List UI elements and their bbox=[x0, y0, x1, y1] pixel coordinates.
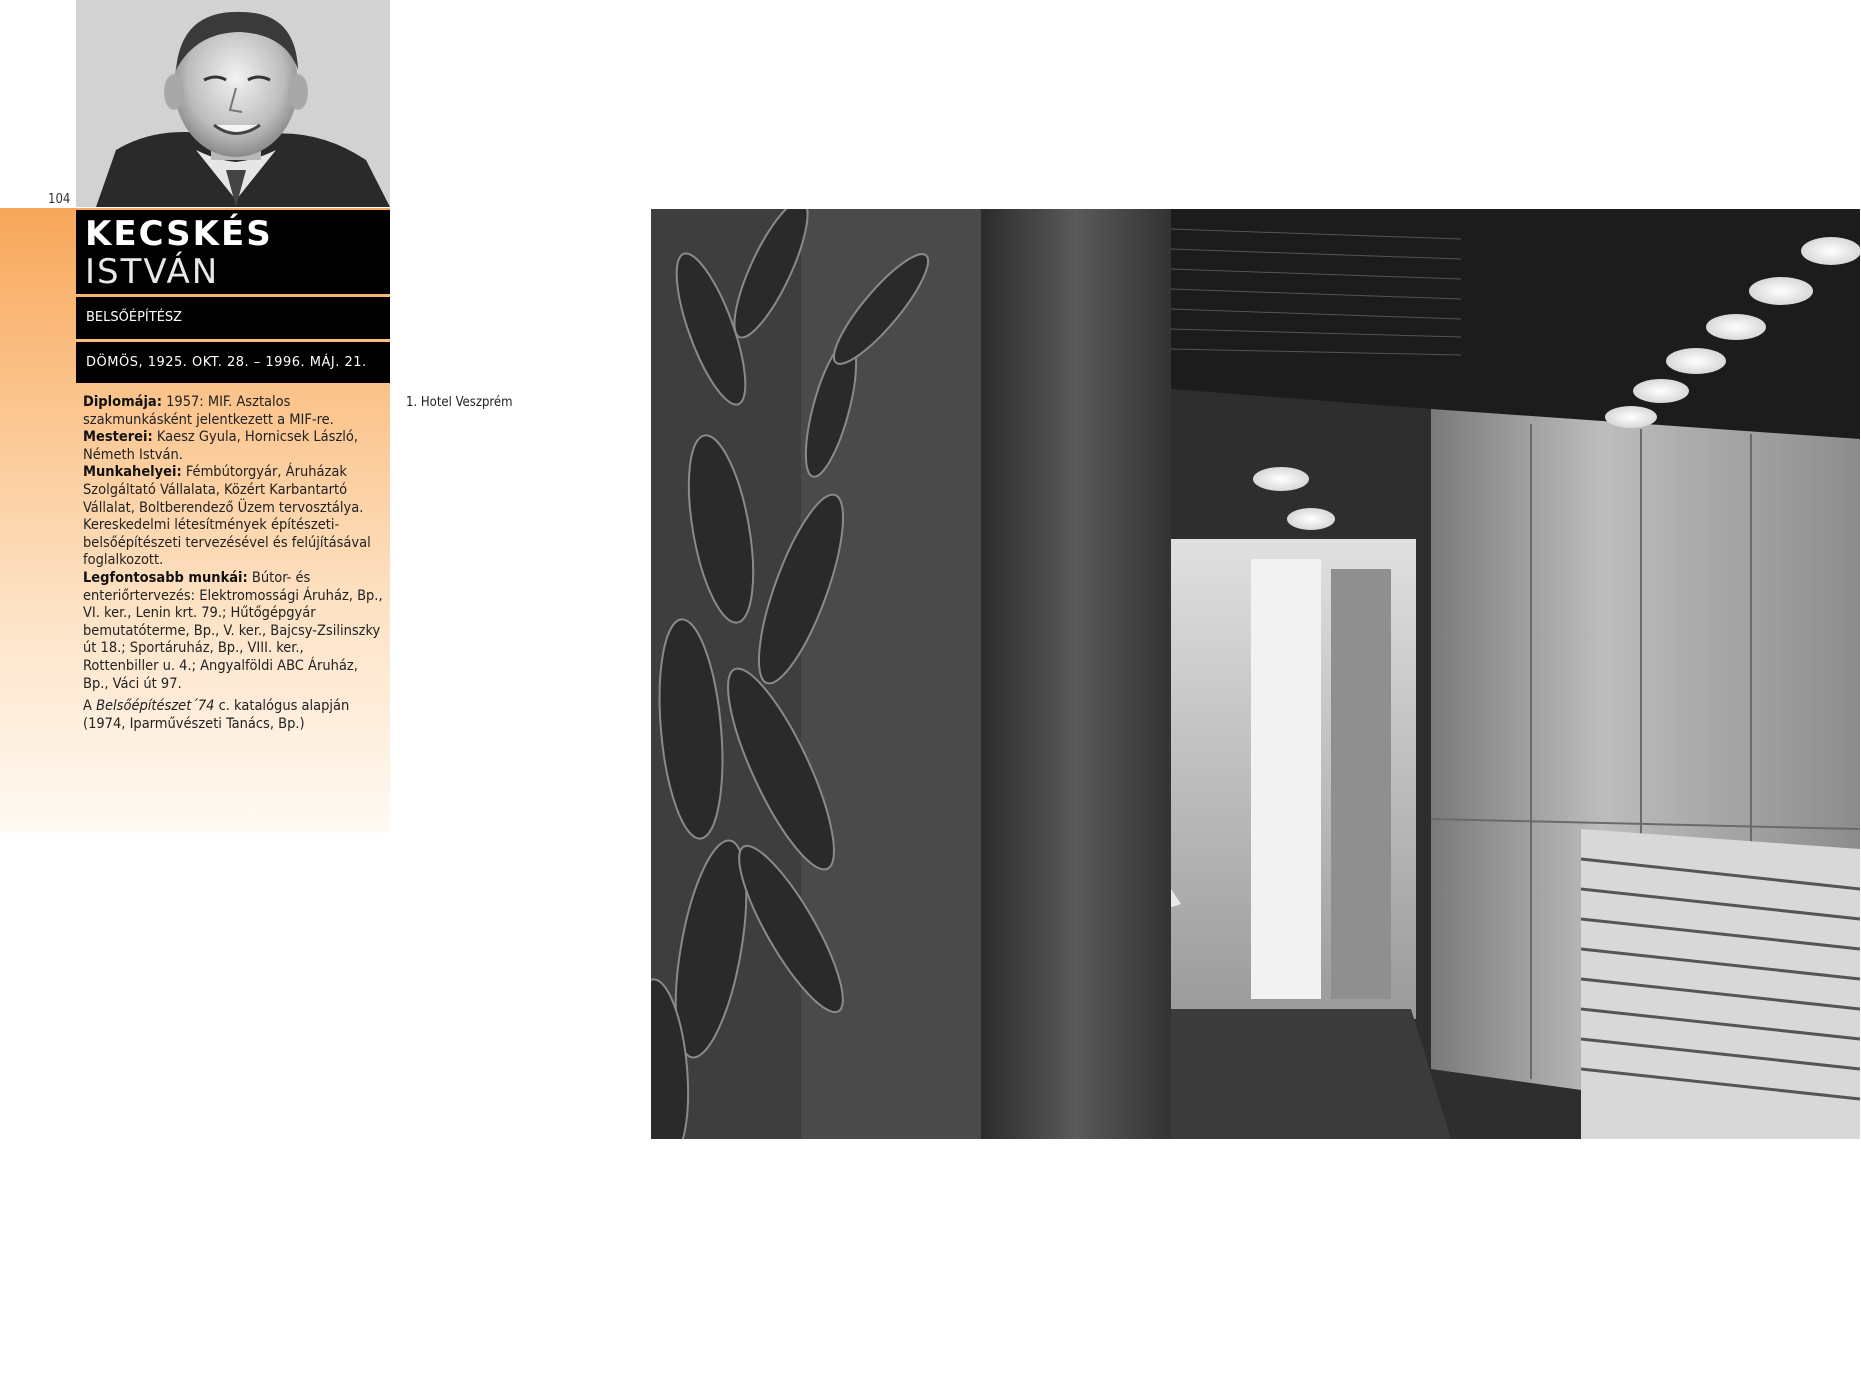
diploma-line bbox=[83, 394, 383, 429]
workplaces-label: Munkahelyei: bbox=[83, 464, 182, 481]
source-note bbox=[83, 698, 383, 733]
role-label: BELSŐÉPÍTÉSZ bbox=[86, 310, 183, 325]
dates-header bbox=[76, 342, 390, 383]
diploma-label: Diplomája: bbox=[83, 394, 162, 410]
works-label: Legfontosabb munkái: bbox=[83, 569, 248, 586]
masters-label: Mesterei: bbox=[83, 429, 153, 446]
portrait-photo bbox=[76, 0, 390, 207]
photo-caption: 1. Hotel Veszprém bbox=[406, 395, 513, 410]
source-line-1 bbox=[83, 698, 383, 716]
page-number: 104 bbox=[48, 192, 71, 207]
last-name: ISTVÁN bbox=[85, 252, 220, 292]
diploma-text: 1957: MIF. Asztalos szakmunkásként jelentkezett a MIF-re. bbox=[83, 394, 334, 428]
works-line bbox=[83, 570, 383, 693]
works-text: Bútor- és enteriőrtervezés: Elektromossági Áruház, Bp., VI. ker., Lenin krt. 79.; Hűtőgépgyár bemutatóterme, Bp., V. ker., Bajcsy-Zsilinszky út 18.; Sportáruház, Bp., VIII. ker., Rottenbiller u. 4.; Angyalföldi ABC Áruház, Bp., Váci út 97. bbox=[83, 569, 383, 692]
workplaces-line bbox=[83, 464, 383, 570]
role-header bbox=[76, 297, 390, 339]
interior-photo bbox=[651, 209, 1860, 1139]
source-prefix: A bbox=[83, 698, 97, 714]
source-suffix: c. katalógus alapján bbox=[214, 698, 350, 714]
masters-line bbox=[83, 429, 383, 464]
first-name: KECSKÉS bbox=[85, 214, 273, 254]
name-header bbox=[76, 210, 390, 294]
birth-death-dates: DÖMÖS, 1925. OKT. 28. – 1996. MÁJ. 21. bbox=[86, 355, 367, 370]
biography bbox=[83, 394, 383, 693]
source-line-2: (1974, Iparművészeti Tanács, Bp.) bbox=[83, 715, 305, 732]
workplaces-text: Fémbútorgyár, Áruházak Szolgáltató Vállalata, Közért Karbantartó Vállalat, Boltberendező Üzem tervosztálya. Kereskedelmi létesítmények építészeti-belsőépítészeti tervezésével és felújításával foglalkozott. bbox=[83, 464, 371, 569]
masters-text: Kaesz Gyula, Hornicsek László, Németh István. bbox=[83, 429, 359, 463]
source-title: Belsőépítészet´74 bbox=[96, 698, 215, 714]
